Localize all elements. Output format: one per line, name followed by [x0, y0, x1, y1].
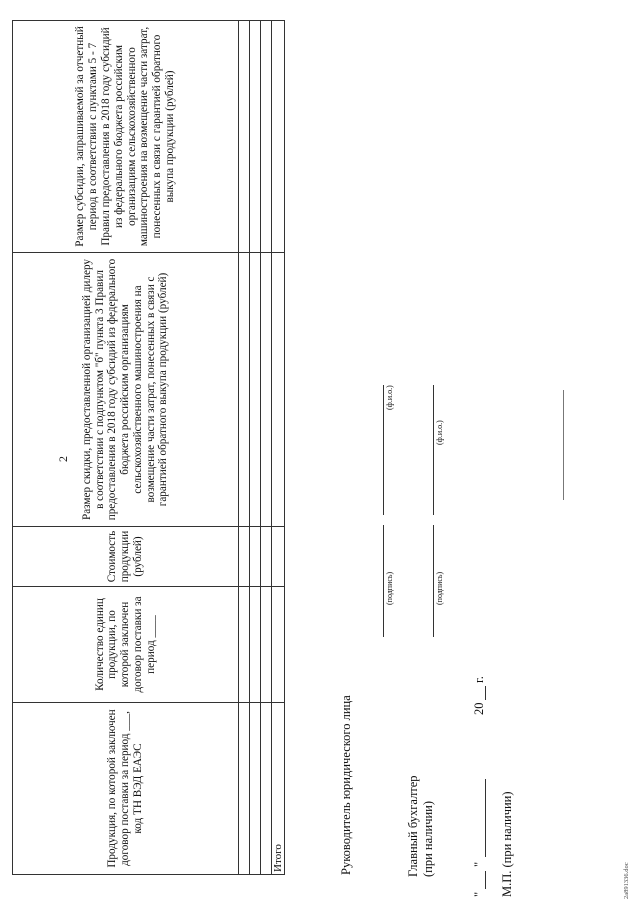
table-cell [272, 21, 285, 253]
stamp-label: М.П. (при наличии) [500, 791, 514, 897]
header-cost: Стоимость продукции (рублей) [13, 527, 239, 587]
table-cell [272, 253, 285, 527]
date-year-line [485, 686, 486, 700]
table-row [250, 21, 261, 875]
table-cell [250, 587, 261, 703]
accountant-note: (при наличии) [421, 800, 435, 877]
header-product: Продукция, по которой заключен договор поставки за период ___, код ТН ВЭД ЕАЭС [13, 703, 239, 875]
table-cell [239, 527, 250, 587]
total-label: Итого [272, 703, 285, 875]
table-cell [272, 527, 285, 587]
head-label: Руководитель юридического лица [339, 695, 353, 875]
accountant-signature-caption: (подпись) [435, 571, 444, 605]
table-cell [261, 21, 272, 253]
table-row [239, 21, 250, 875]
header-discount: Размер скидки, предоставленной организацией дилеру в соответствии с подпунктом "б" пункта 3 Правил предоставления в 2018 году субсидий из федерального бюджета российским организациям сельскохозяйственного машиностроения на возмещение части затрат, понесенных в связи с гарантией обратного выкупа продукции (рублей) [13, 253, 239, 527]
head-signature-caption: (подпись) [385, 571, 394, 605]
table-cell [250, 253, 261, 527]
date-quote-close: " [472, 861, 486, 867]
footer-code: 2a891336.doc [623, 862, 630, 899]
header-subsidy: Размер субсидии, запрашиваемой за отчетный период в соответствии с пунктами 5 - 7 Правил предоставления в 2018 году субсидий из федерального бюджета российским организациям сельскохозяйственного машиностроения на возмещение части затрат, понесенных в связи с гарантией обратного выкупа продукции (рублей) [13, 21, 239, 253]
header-quantity: Количество единиц продукции, по которой заключен договор поставки за период ____ [13, 587, 239, 703]
head-name-line [383, 385, 384, 515]
total-row [272, 21, 285, 875]
accountant-signature-line [433, 525, 434, 637]
date-year-prefix: 20 [472, 702, 486, 715]
table-cell [250, 703, 261, 875]
table-cell [250, 21, 261, 253]
table-cell [239, 21, 250, 253]
table-cell [239, 253, 250, 527]
table-cell [261, 253, 272, 527]
table-row [261, 21, 272, 875]
table-cell [261, 587, 272, 703]
date-quote-open: " [472, 891, 486, 897]
table-cell [261, 527, 272, 587]
head-signature-line [383, 525, 384, 637]
table-cell [272, 587, 285, 703]
stray-line [563, 390, 564, 500]
subsidy-table [12, 20, 285, 875]
page-number: 2 [56, 456, 70, 462]
table-cell [250, 527, 261, 587]
date-month-line [485, 779, 486, 857]
date-day-line [485, 871, 486, 889]
table-header-row [13, 21, 239, 875]
table-cell [261, 703, 272, 875]
head-name-caption: (ф.и.о.) [385, 385, 394, 410]
date-year-suffix: г. [472, 676, 486, 683]
table-cell [239, 587, 250, 703]
accountant-name-line [433, 385, 434, 515]
table-cell [239, 703, 250, 875]
accountant-label: Главный бухгалтер [406, 775, 420, 877]
accountant-name-caption: (ф.и.о.) [435, 420, 444, 445]
